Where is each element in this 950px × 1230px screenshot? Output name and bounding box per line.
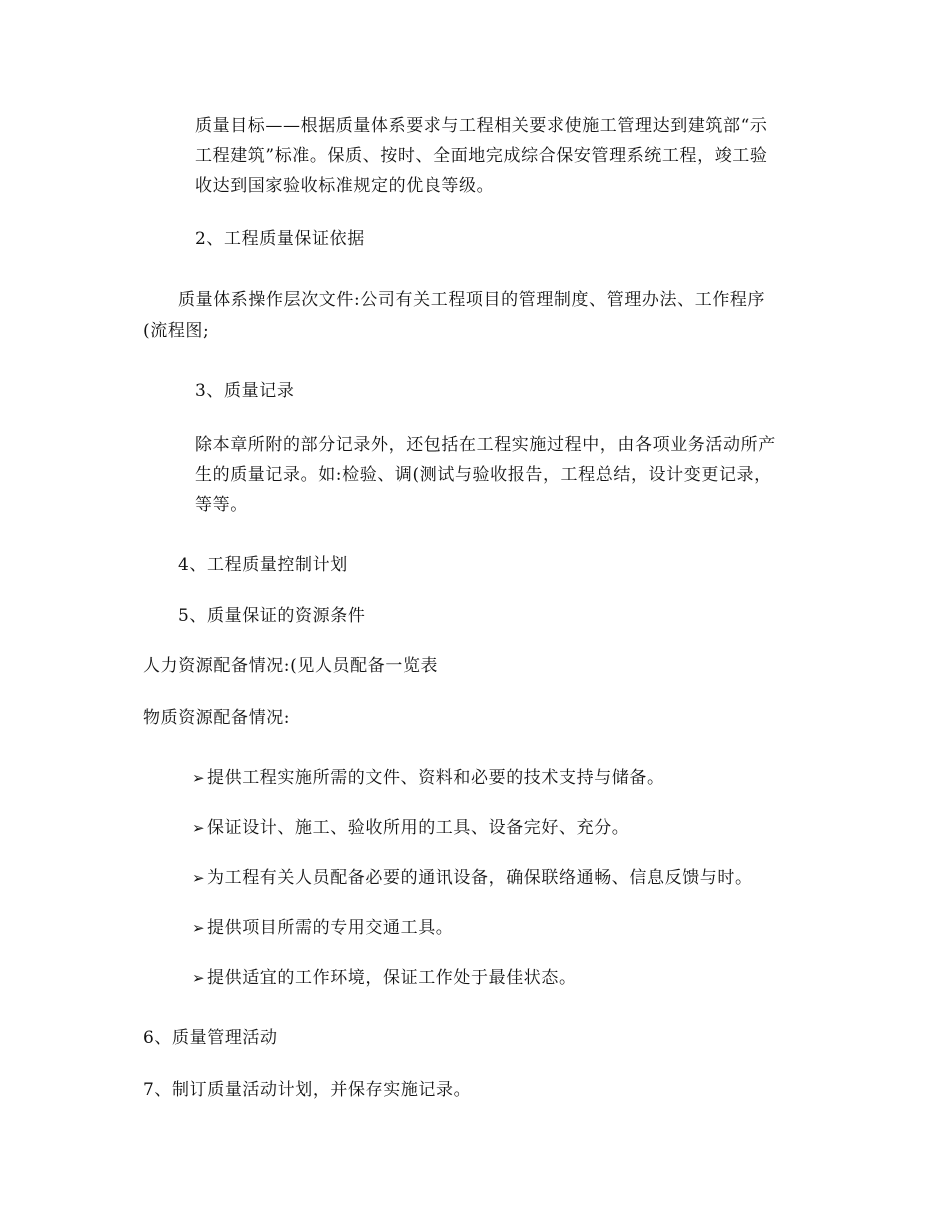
bullet-item [192,768,665,788]
heading-6: 6、质量管理活动 [143,1028,278,1048]
system-docs-line-2: (流程图; [143,321,210,341]
heading-3: 3、质量记录 [195,381,295,401]
arrow-bullet-icon: ➢ [192,969,206,987]
arrow-bullet-icon: ➢ [192,919,206,937]
bullet-text: 提供工程实施所需的文件、资料和必要的技术支持与储备。 [207,768,665,788]
bullet-item [192,968,577,988]
arrow-bullet-icon: ➢ [192,769,206,787]
heading-4: 4、工程质量控制计划 [178,555,348,575]
heading-7: 7、制订质量活动计划，并保存实施记录。 [143,1080,472,1100]
arrow-bullet-icon: ➢ [192,869,206,887]
records-line-2: 生的质量记录。如:检验、调(测试与验收报告，工程总结，设计变更记录， [195,465,772,485]
heading-2: 2、工程质量保证依据 [195,229,365,249]
quality-goal-line-2: 工程建筑”标准。保质、按时、全面地完成综合保安管理系统工程，竣工验 [195,146,768,166]
bullet-item [192,918,453,938]
heading-5: 5、质量保证的资源条件 [178,606,366,626]
arrow-bullet-icon: ➢ [192,819,206,837]
material-resources-line: 物质资源配备情况: [143,708,291,728]
human-resources-line: 人力资源配备情况:(见人员配备一览表 [143,656,439,676]
bullet-text: 提供适宜的工作环境，保证工作处于最佳状态。 [207,968,577,988]
system-docs-line-1: 质量体系操作层次文件:公司有关工程项目的管理制度、管理办法、工作程序 [178,290,766,310]
bullet-text: 保证设计、施工、验收所用的工具、设备完好、充分。 [207,818,630,838]
bullet-text: 为工程有关人员配备必要的通讯设备，确保联络通畅、信息反馈与时。 [207,868,753,888]
quality-goal-line-1: 质量目标——根据质量体系要求与工程相关要求使施工管理达到建筑部“示 [195,116,768,136]
records-line-3: 等等。 [195,495,248,515]
quality-goal-line-3: 收达到国家验收标准规定的优良等级。 [195,176,495,196]
bullet-item [192,818,629,838]
bullet-item [192,868,753,888]
records-line-1: 除本章所附的部分记录外，还包括在工程实施过程中，由各项业务活动所产 [195,435,776,455]
bullet-text: 提供项目所需的专用交通工具。 [207,918,454,938]
